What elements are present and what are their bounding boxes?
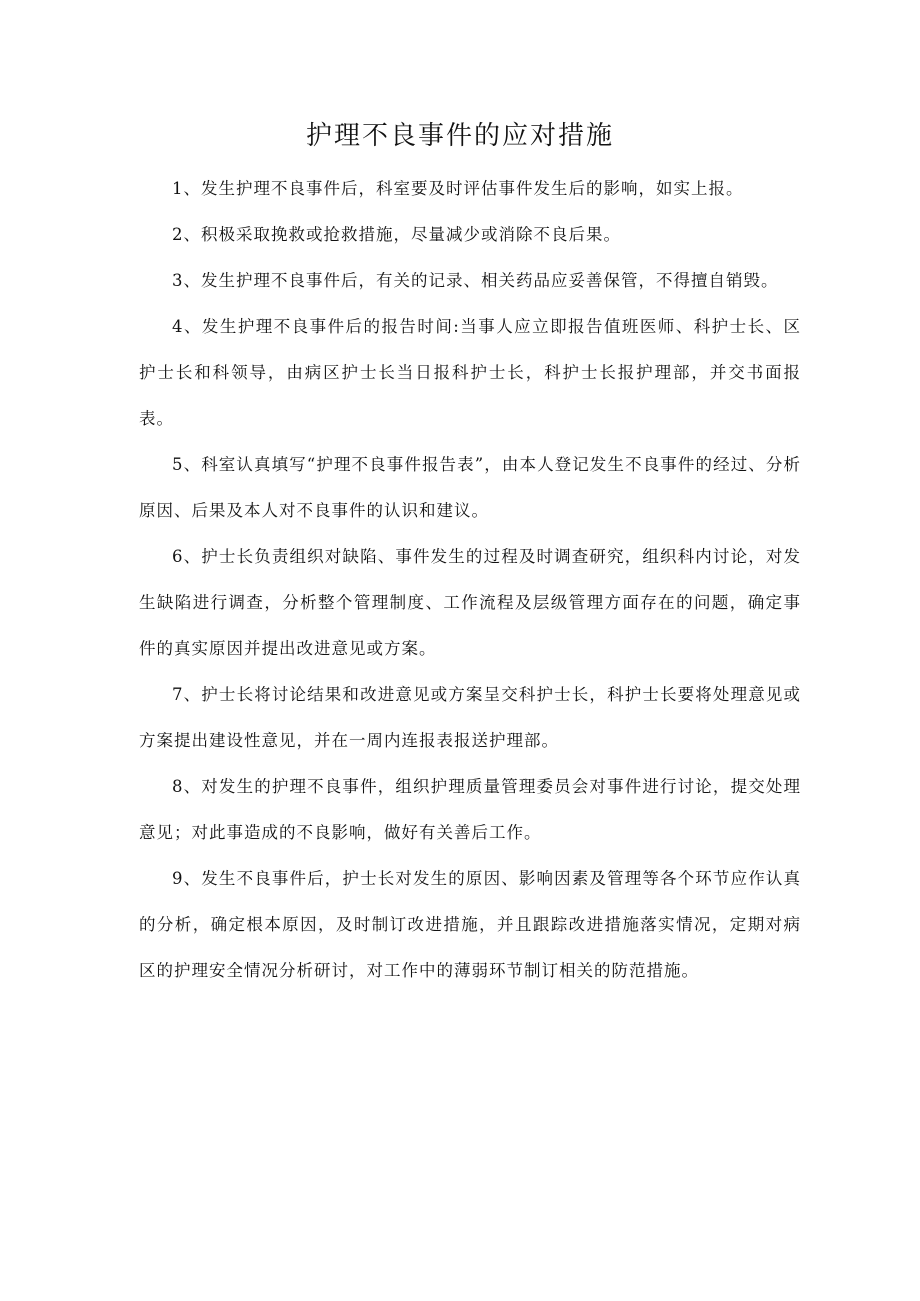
paragraph-1: 1、发生护理不良事件后，科室要及时评估事件发生后的影响，如实上报。 xyxy=(172,179,744,198)
paragraph-6: 6、护士长负责组织对缺陷、事件发生的过程及时调查研究，组织科内讨论，对发生缺陷进行调查，分析整个管理制度、工作流程及层级管理方面存在的问题，确定事件的真实原因并提出改进意见或方案。 xyxy=(139,547,801,658)
paragraph-4: 4、发生护理不良事件后的报告时间:当事人应立即报告值班医师、科护士长、区护士长和科领导，由病区护士长当日报科护士长，科护士长报护理部，并交书面报表。 xyxy=(139,317,801,428)
document-title: 护理不良事件的应对措施 xyxy=(305,121,614,151)
paragraph-9: 9、发生不良事件后，护士长对发生的原因、影响因素及管理等各个环节应作认真的分析，确定根本原因，及时制订改进措施，并且跟踪改进措施落实情况，定期对病区的护理安全情况分析研讨，对工作中的薄弱环节制订相关的防范措施。 xyxy=(139,869,801,980)
paragraph-8: 8、对发生的护理不良事件，组织护理质量管理委员会对事件进行讨论，提交处理意见；对此事造成的不良影响，做好有关善后工作。 xyxy=(139,777,801,842)
paragraph-5: 5、科室认真填写“护理不良事件报告表”，由本人登记发生不良事件的经过、分析原因、后果及本人对不良事件的认识和建议。 xyxy=(139,455,801,520)
paragraph-7: 7、护士长将讨论结果和改进意见或方案呈交科护士长，科护士长要将处理意见或方案提出建设性意见，并在一周内连报表报送护理部。 xyxy=(139,685,801,750)
document-body xyxy=(139,166,801,994)
paragraph-3: 3、发生护理不良事件后，有关的记录、相关药品应妥善保管，不得擅自销毁。 xyxy=(172,271,779,290)
paragraph-2: 2、积极采取挽救或抢救措施，尽量减少或消除不良后果。 xyxy=(172,225,621,244)
